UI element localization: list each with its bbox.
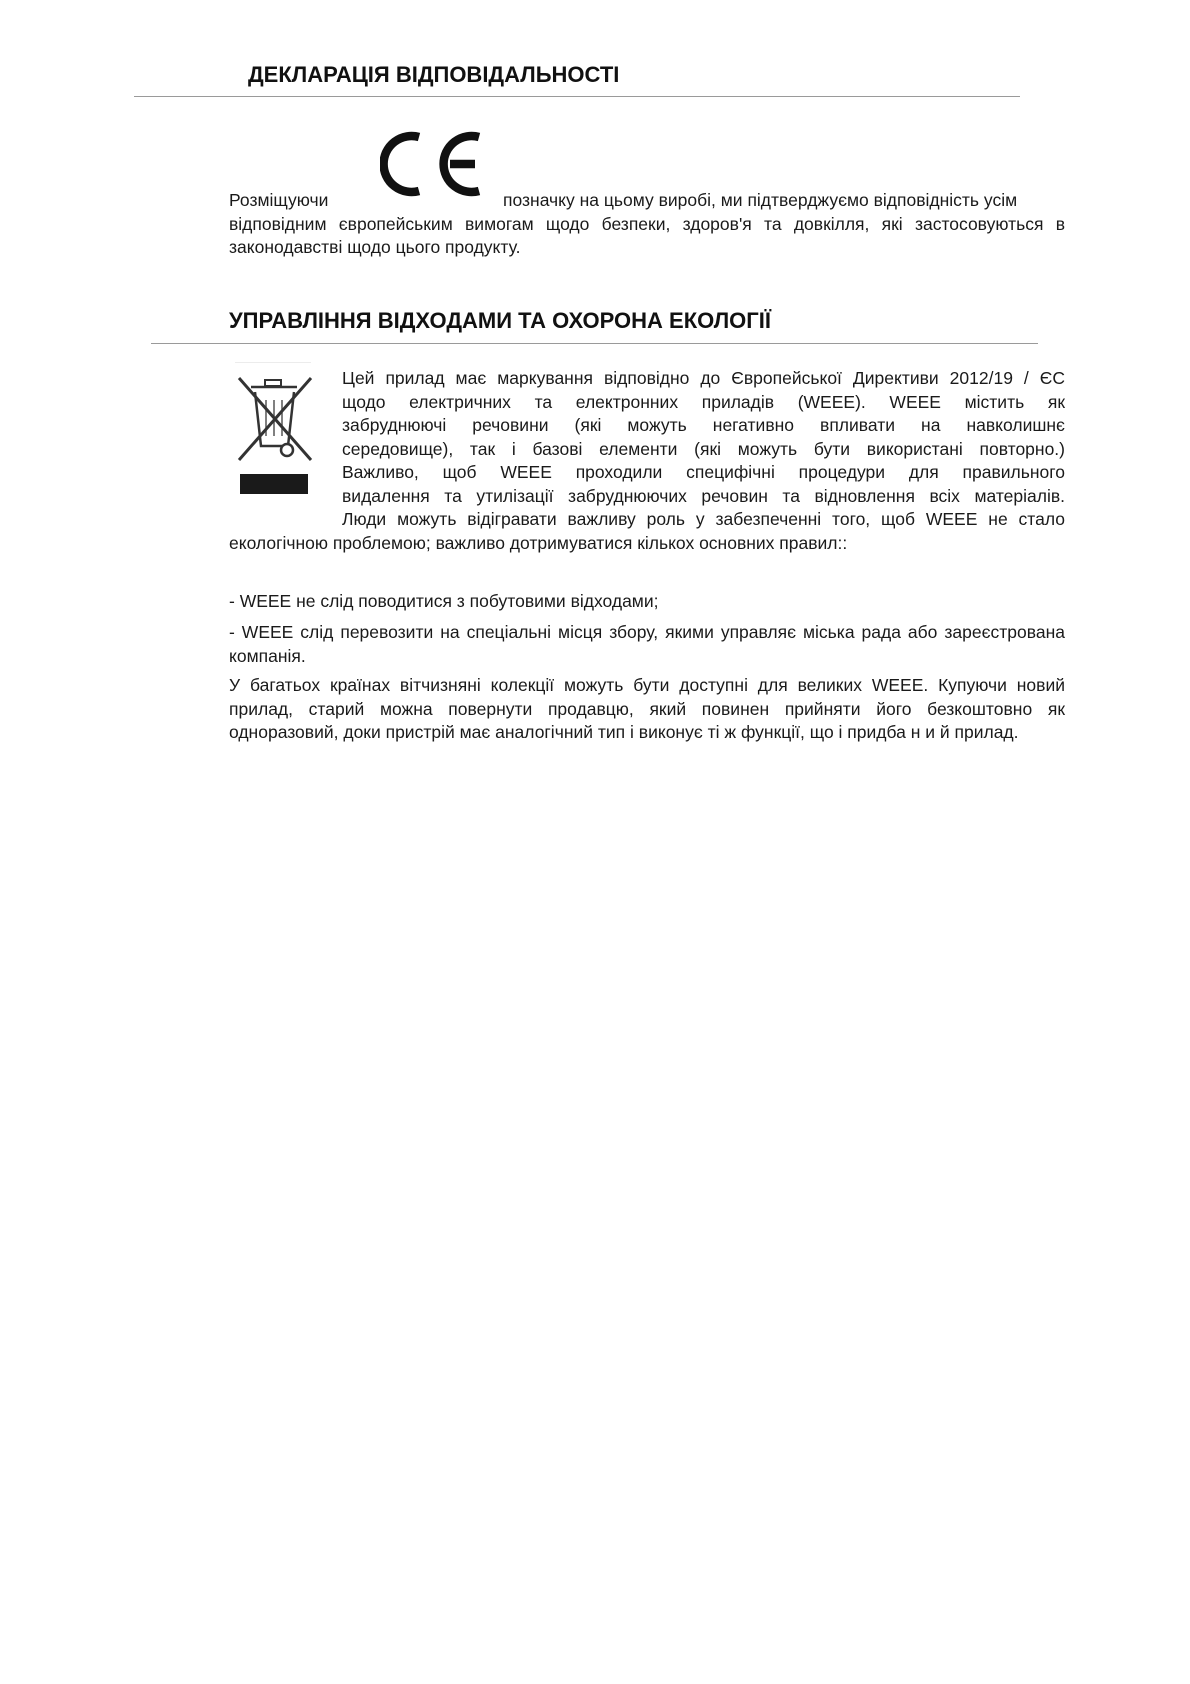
waste-line: Важливо, щоб WEEE проходили специфічні процедури для правильного (342, 462, 1065, 482)
declaration-heading: ДЕКЛАРАЦІЯ ВІДПОВІДАЛЬНОСТІ (248, 62, 620, 87)
waste-divider (151, 343, 1038, 344)
waste-line: щодо електричних та електронних приладів (WEEE). WEEE містить як (342, 391, 1065, 412)
waste-line: Люди можуть відігравати важливу роль у забезпеченні того, щоб WEEE не стало (342, 509, 1065, 529)
rule-1: - WEEE не слід поводитися з побутовими відходами; (229, 591, 659, 611)
weee-crossed-bin-icon (235, 362, 319, 500)
waste-heading: УПРАВЛІННЯ ВІДХОДАМИ ТА ОХОРОНА ЕКОЛОГІЇ (229, 308, 771, 333)
waste-last-line: екологічною проблемою; важливо дотримуватися кількох основних правил:: (229, 533, 848, 553)
declaration-prefix: Розміщуючи (229, 190, 329, 210)
declaration-line-3: законодавстві щодо цього продукту. (229, 237, 521, 257)
declaration-line-2: відповідним європейським вимогам щодо безпеки, здоров'я та довкілля, які застосовуються в (229, 213, 1065, 234)
rule-2: - WEEE слід перевозити на спеціальні місця збору, якими управляє міська рада або зареєстрована компанія. (229, 622, 1065, 666)
declaration-text (229, 189, 1065, 260)
waste-line: Цей прилад має маркування відповідно до Європейської Директиви 2012/19 / ЄС (342, 368, 1065, 388)
ce-mark-icon (380, 128, 484, 200)
waste-line: середовище), так і базові елементи (які можуть бути використані повторно.) (342, 438, 1065, 459)
closing-paragraph: У багатьох країнах вітчизняні колекції можуть бути доступні для великих WEEE. Купуючи новий прилад, старий можна повернути продавцю, який повинен прийняти його безкоштовно як одноразовий, доки пристрій має аналогічний тип і виконує ті ж функції, що і придба н и й прилад. (229, 675, 1065, 742)
waste-line: забруднюючі речовини (які можуть негативно впливати на навколишнє (342, 415, 1065, 435)
declaration-divider (134, 96, 1020, 97)
waste-line: видалення та утилізації забруднюючих речовин та відновлення всіх матеріалів. (342, 485, 1065, 506)
declaration-suffix: позначку на цьому виробі, ми підтверджуємо відповідність усім (503, 190, 1018, 210)
waste-paragraph (342, 367, 1065, 532)
